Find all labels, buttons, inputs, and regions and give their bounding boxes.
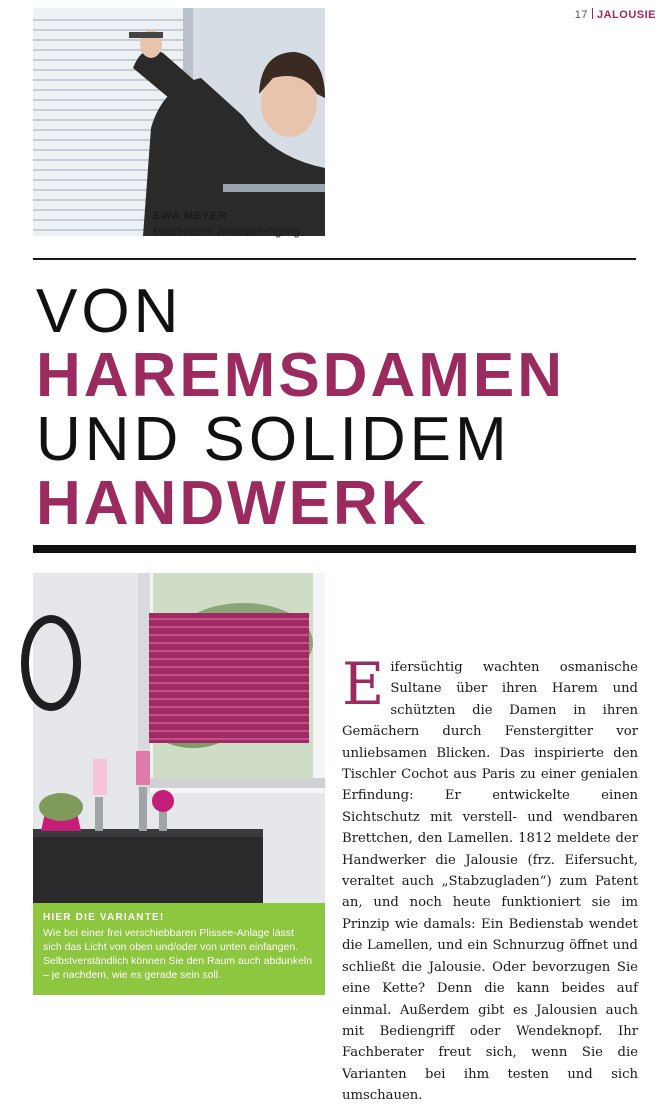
variant-body: Wie bei einer frei verschiebbaren Plissee-Anlage lässt sich das Licht von oben und/oder von unten einfangen. Selbstverständlich können Sie den Raum auch abdunkeln – je nachdem, wie es gerade sein soll. [43,927,313,981]
headline-line-4: HANDWERK [36,469,429,538]
article-text: ifersüchtig wachten osmanische Sultane über ihren Harem und schützten die Damen in ihren Gemächern durch Fenstergitter vor unliebsamen Blicken. Das inspirierte den Tischler Cochot aus Paris zu einer genialen Erfindung: Er entwickelte einen Sichtschutz mit verstell- und wendbaren Brettchen, den Lamellen. 1812 meldete der Handwerker die Jalousie (frz. Eifersucht, veraltet auch „Stabzugladen“) zum Patent an, und noch heute funktioniert sie im Prinzip wie damals: Ein Bedienstab wendet die Lamellen, und ein Schnurzug öffnet und schließt die Jalousie. Oder bevorzugen Sie eine Kette? Denn die kann beides auf einmal. Außerdem gibt es Jalousien auch mit Bediengriff oder Wendeknopf. Ihr Fachberater freut sich, wenn Sie die Varianten bei ihm testen und sich umschauen. [342,660,638,1104]
page-number: 17 [574,9,588,21]
section-title: JALOUSIE [596,9,656,21]
article-body [342,650,638,1107]
portrait-caption [153,208,300,240]
variant-info-box [33,903,325,995]
header-divider [592,8,593,19]
divider-top [33,258,636,260]
divider-bottom [33,545,636,553]
headline [36,277,636,538]
person-role: Mitarbeiterin Jalousiefertigung [153,226,300,238]
drop-cap: E [342,650,385,718]
person-name: EWA MEYER [153,210,228,222]
room-photo [33,573,325,903]
headline-line-1: VON [36,277,183,346]
headline-line-2: HAREMSDAMEN [36,341,565,410]
variant-title: HIER DIE VARIANTE! [43,912,165,923]
page-header [575,8,656,21]
headline-line-3: UND SOLIDEM [36,405,511,474]
portrait-photo [33,8,325,236]
